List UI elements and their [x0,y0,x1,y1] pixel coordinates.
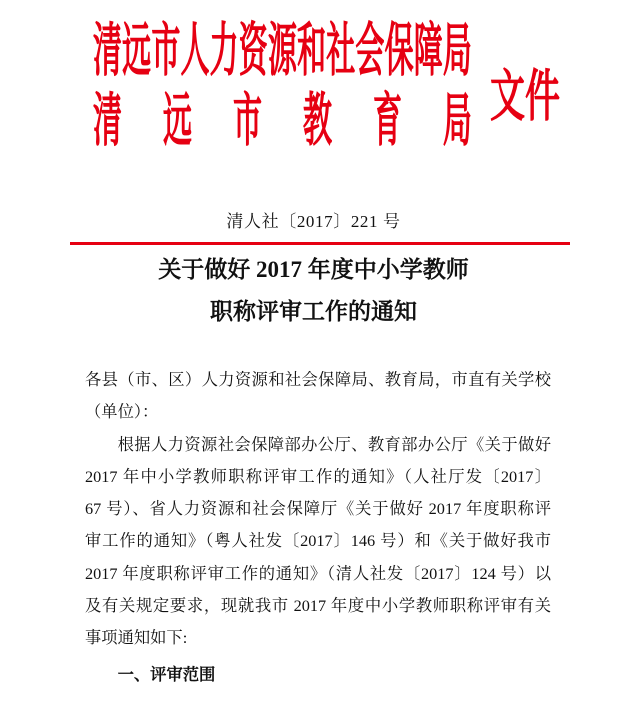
letterhead-char: 市 [232,90,262,154]
paragraph-line: 审工作的通知》（粤人社发〔2017〕146 号）和《关于做好我市 [85,531,551,551]
letterhead-char: 清 [93,90,123,154]
letterhead-char: 育 [372,90,402,154]
addressee-line: （单位）： [85,402,159,422]
paragraph-line: 根据人力资源社会保障部办公厅、教育部办公厅《关于做好 [117,434,551,454]
letterhead-char: 人 [180,20,210,84]
issuer-name-education-bureau [93,90,472,154]
addressee [85,364,551,429]
letterhead-char: 教 [302,90,332,154]
letterhead-char: 源 [267,20,297,84]
title-line-1: 关于做好 2017 年度中小学教师 [158,257,469,282]
letterhead-char: 市 [151,20,181,84]
document-title [0,249,627,333]
letterhead-char: 力 [209,20,239,84]
paragraph-line: 及有关规定要求，现就我市 2017 年度中小学教师职称评审有关 [85,596,551,616]
opening-paragraph [85,429,551,655]
paragraph-line: 事项通知如下: [85,628,188,648]
letterhead-char: 社 [326,20,356,84]
letterhead-char: 局 [442,20,472,84]
letterhead-char: 清 [93,20,123,84]
paragraph-line: 67 号）、省人力资源和社会保障厅《关于做好 2017 年度职称评 [85,499,551,519]
document-body [85,364,551,691]
document-number: 清人社〔2017〕221 号 [226,212,401,231]
letterhead-char: 障 [413,20,443,84]
paragraph-line: 2017 年中小学教师职称评审工作的通知》（人社厅发〔2017〕 [85,466,551,486]
letterhead-char: 局 [442,90,472,154]
addressee-line: 各县（市、区）人力资源和社会保障局、教育局，市直有关学校 [85,370,551,389]
document-type-label: 文件 [490,65,561,129]
letterhead-char: 远 [122,20,152,84]
letterhead-char: 会 [355,20,385,84]
paragraph-line: 2017 年度职称评审工作的通知》（清人社发〔2017〕124 号）以 [85,563,551,583]
letterhead-char: 远 [162,90,192,154]
letterhead-char: 资 [238,20,268,84]
section-heading: 一、评审范围 [117,665,216,684]
red-divider-line [70,242,570,245]
letterhead-char: 保 [384,20,414,84]
title-line-2: 职称评审工作的通知 [210,299,417,324]
issuer-name-hr-bureau [93,20,472,84]
letterhead-char: 和 [297,20,327,84]
